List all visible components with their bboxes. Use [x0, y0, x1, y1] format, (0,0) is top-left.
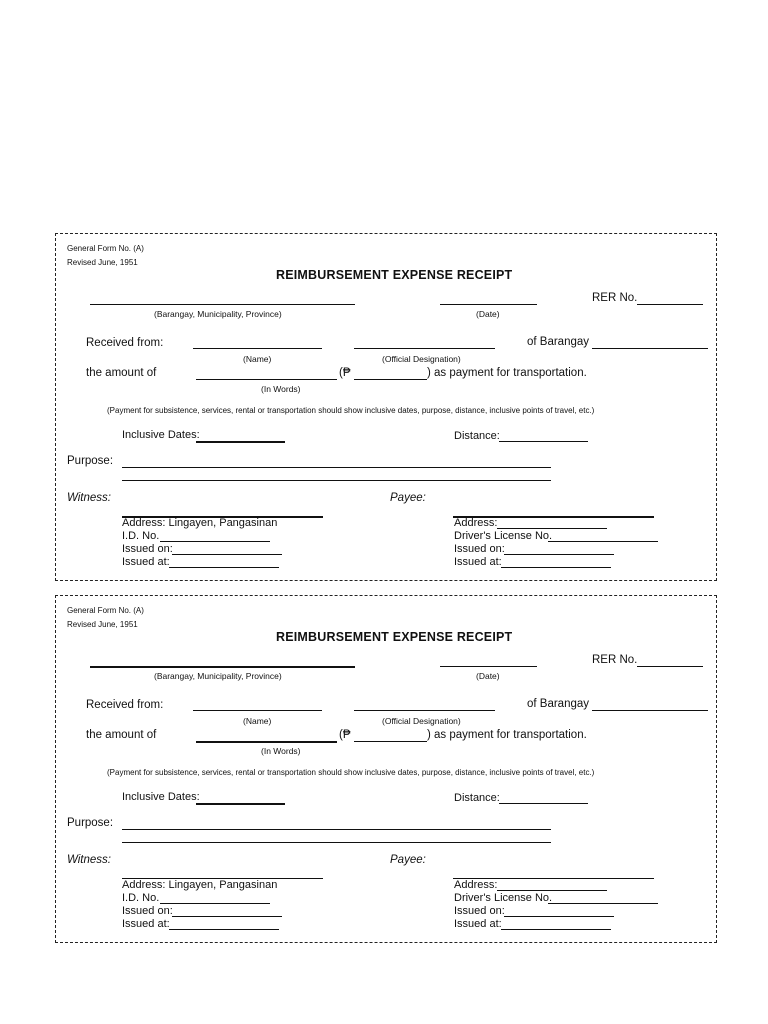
payee-address-label: Address: — [454, 879, 498, 891]
designation-caption: (Official Designation) — [382, 716, 461, 726]
witness-issued-at-label: Issued at: — [122, 918, 170, 930]
witness-issued-at-line[interactable] — [169, 929, 279, 930]
amount-figure-line[interactable] — [354, 741, 427, 742]
payment-note: (Payment for subsistence, services, rental or transportation should show inclusive dates, purpose, distance, inclusive points of travel, etc.) — [107, 768, 595, 777]
peso-open: (₱ — [339, 367, 351, 379]
witness-label: Witness: — [67, 492, 111, 504]
purpose-line-1[interactable] — [122, 829, 551, 830]
rer-label: RER No. — [592, 654, 638, 666]
witness-id-label: I.D. No. — [122, 530, 160, 542]
date-line[interactable] — [440, 304, 537, 305]
receipt-form-2 — [55, 595, 717, 943]
amount-words-line[interactable] — [196, 741, 337, 743]
of-barangay-line[interactable] — [592, 348, 708, 349]
received-from-label: Received from: — [86, 699, 164, 711]
in-words-caption: (In Words) — [261, 384, 301, 394]
name-line[interactable] — [193, 710, 322, 711]
received-from-label: Received from: — [86, 337, 164, 349]
witness-id-label: I.D. No. — [122, 892, 160, 904]
rer-label: RER No. — [592, 292, 638, 304]
revised-date: Revised June, 1951 — [67, 620, 138, 629]
purpose-label: Purpose: — [67, 817, 114, 829]
witness-issued-at-label: Issued at: — [122, 556, 170, 568]
of-barangay-label: of Barangay — [527, 698, 590, 710]
payee-license-line[interactable] — [548, 541, 658, 542]
distance-line[interactable] — [499, 803, 588, 804]
witness-id-line[interactable] — [160, 903, 270, 904]
inclusive-dates-label: Inclusive Dates: — [122, 791, 200, 803]
payee-label: Payee: — [390, 854, 426, 866]
witness-issued-on-label: Issued on: — [122, 543, 173, 555]
barangay-line[interactable] — [90, 666, 355, 668]
payee-address-line[interactable] — [497, 890, 607, 891]
payee-license-line[interactable] — [548, 903, 658, 904]
payee-issued-on-line[interactable] — [504, 554, 614, 555]
inclusive-dates-label: Inclusive Dates: — [122, 429, 200, 441]
distance-label: Distance: — [454, 430, 500, 442]
form-number: General Form No. (A) — [67, 606, 144, 615]
in-words-caption: (In Words) — [261, 746, 301, 756]
payee-license-label: Driver's License No. — [454, 530, 553, 542]
name-line[interactable] — [193, 348, 322, 349]
form-number: General Form No. (A) — [67, 244, 144, 253]
receipt-form-1 — [55, 233, 717, 581]
witness-issued-on-label: Issued on: — [122, 905, 173, 917]
inclusive-dates-line[interactable] — [196, 803, 285, 805]
payee-label: Payee: — [390, 492, 426, 504]
witness-issued-on-line[interactable] — [172, 916, 282, 917]
purpose-line-2[interactable] — [122, 842, 551, 843]
distance-line[interactable] — [499, 441, 588, 442]
peso-open: (₱ — [339, 729, 351, 741]
payment-text: ) as payment for transportation. — [427, 729, 587, 741]
payee-issued-at-line[interactable] — [501, 567, 611, 568]
amount-label: the amount of — [86, 729, 157, 741]
barangay-line[interactable] — [90, 304, 355, 305]
distance-label: Distance: — [454, 792, 500, 804]
date-line[interactable] — [440, 666, 537, 667]
rer-line[interactable] — [637, 666, 703, 667]
of-barangay-label: of Barangay — [527, 336, 590, 348]
witness-issued-at-line[interactable] — [169, 567, 279, 568]
witness-issued-on-line[interactable] — [172, 554, 282, 555]
barangay-caption: (Barangay, Municipality, Province) — [154, 671, 282, 681]
purpose-label: Purpose: — [67, 455, 114, 467]
payee-issued-at-label: Issued at: — [454, 918, 502, 930]
payee-issued-at-label: Issued at: — [454, 556, 502, 568]
witness-label: Witness: — [67, 854, 111, 866]
witness-address: Address: Lingayen, Pangasinan — [122, 879, 278, 891]
amount-label: the amount of — [86, 367, 157, 379]
amount-words-line[interactable] — [196, 379, 337, 380]
inclusive-dates-line[interactable] — [196, 441, 285, 443]
rer-line[interactable] — [637, 304, 703, 305]
form-title: REIMBURSEMENT EXPENSE RECEIPT — [276, 630, 513, 644]
designation-line[interactable] — [354, 348, 495, 349]
designation-line[interactable] — [354, 710, 495, 711]
payee-issued-on-line[interactable] — [504, 916, 614, 917]
witness-id-line[interactable] — [160, 541, 270, 542]
name-caption: (Name) — [243, 716, 272, 726]
witness-address: Address: Lingayen, Pangasinan — [122, 517, 278, 529]
payment-note: (Payment for subsistence, services, rental or transportation should show inclusive dates, purpose, distance, inclusive points of travel, etc.) — [107, 406, 595, 415]
payee-address-line[interactable] — [497, 528, 607, 529]
date-caption: (Date) — [476, 309, 500, 319]
payee-issued-on-label: Issued on: — [454, 905, 505, 917]
name-caption: (Name) — [243, 354, 272, 364]
purpose-line-2[interactable] — [122, 480, 551, 481]
of-barangay-line[interactable] — [592, 710, 708, 711]
date-caption: (Date) — [476, 671, 500, 681]
payee-license-label: Driver's License No. — [454, 892, 553, 904]
designation-caption: (Official Designation) — [382, 354, 461, 364]
barangay-caption: (Barangay, Municipality, Province) — [154, 309, 282, 319]
payee-issued-at-line[interactable] — [501, 929, 611, 930]
payment-text: ) as payment for transportation. — [427, 367, 587, 379]
amount-figure-line[interactable] — [354, 379, 427, 380]
payee-issued-on-label: Issued on: — [454, 543, 505, 555]
purpose-line-1[interactable] — [122, 467, 551, 468]
revised-date: Revised June, 1951 — [67, 258, 138, 267]
form-title: REIMBURSEMENT EXPENSE RECEIPT — [276, 268, 513, 282]
payee-address-label: Address: — [454, 517, 498, 529]
